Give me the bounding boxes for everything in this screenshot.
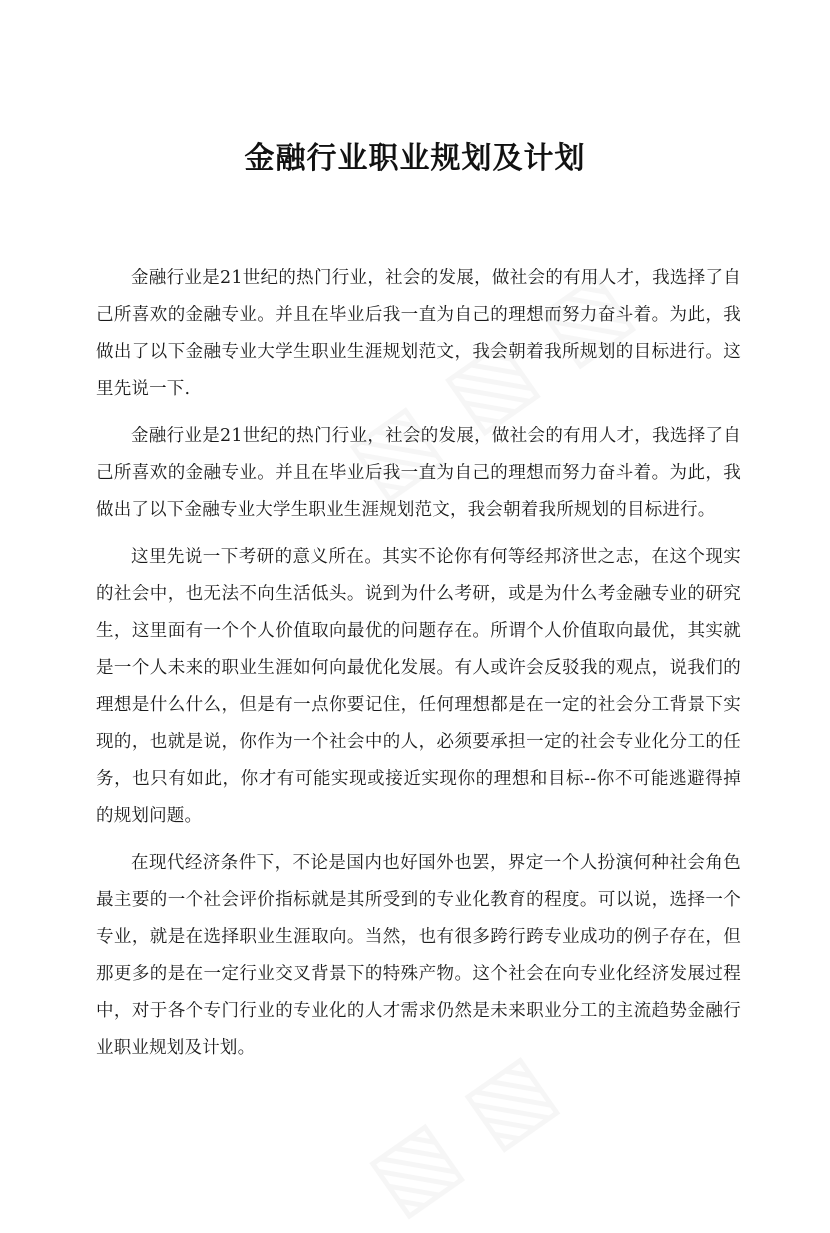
paragraph: 在现代经济条件下，不论是国内也好国外也罢，界定一个人扮演何种社会角色最主要的一个社会评价指标就是其所受到的专业化教育的程度。可以说，选择一个专业，就是在选择职业生涯取向。当然，也有很多跨行跨专业成功的例子存在，但那更多的是在一定行业交叉背景下的特殊产物。这个社会在向专业化经济发展过程中，对于各个专门行业的专业化的人才需求仍然是未来职业分工的主流趋势金融行业职业规划及计划。: [96, 853, 741, 1058]
document-body: [96, 260, 741, 1077]
paragraph: 这里先说一下考研的意义所在。其实不论你有何等经邦济世之志，在这个现实的社会中，也无法不向生活低头。说到为什么考研，或是为什么考金融专业的研究生，这里面有一个个人价值取向最优的问题存在。所谓个人价值取向最优，其实就是一个人未来的职业生涯如何向最优化发展。有人或许会反驳我的观点，说我们的理想是什么什么，但是有一点你要记住，任何理想都是在一定的社会分工背景下实现的，也就是说，你作为一个社会中的人，必须要承担一定的社会专业化分工的任务，也只有如此，你才有可能实现或接近实现你的理想和目标--你不可能逃避得掉的规划问题。: [96, 547, 741, 826]
paragraph: 金融行业是21世纪的热门行业，社会的发展，做社会的有用人才，我选择了自己所喜欢的金融专业。并且在毕业后我一直为自己的理想而努力奋斗着。为此，我做出了以下金融专业大学生职业生涯规划范文，我会朝着我所规划的目标进行。: [96, 426, 741, 520]
document-title: 金融行业职业规划及计划: [244, 141, 586, 176]
paragraph: 金融行业是21世纪的热门行业，社会的发展，做社会的有用人才，我选择了自己所喜欢的金融专业。并且在毕业后我一直为自己的理想而努力奋斗着。为此，我做出了以下金融专业大学生职业生涯规划范文，我会朝着我所规划的目标进行。这里先说一下.: [96, 268, 741, 399]
